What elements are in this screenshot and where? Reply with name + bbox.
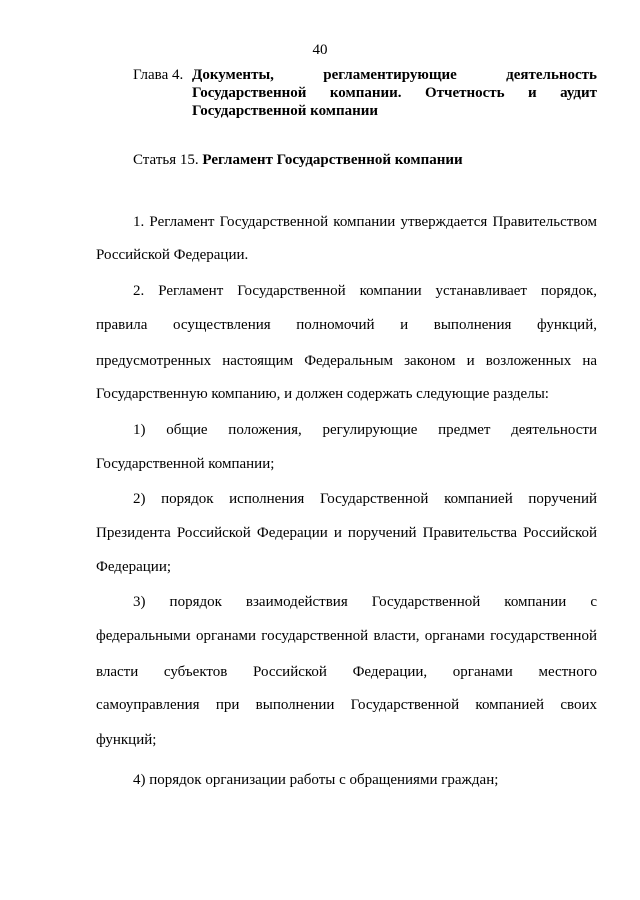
paragraph-line: Российской Федерации. — [96, 247, 249, 263]
paragraph-line: 2) порядок исполнения Государственной компанией поручений — [133, 491, 597, 507]
page-number: 40 — [312, 42, 328, 58]
chapter-label: Глава 4. — [133, 67, 184, 83]
paragraph-line: Федерации; — [96, 559, 172, 575]
paragraph-line: 2. Регламент Государственной компании устанавливает порядок, — [133, 283, 597, 299]
paragraph-line: 1) общие положения, регулирующие предмет деятельности — [133, 422, 597, 438]
chapter-title-line: Государственной компании — [192, 103, 379, 119]
paragraph-line: предусмотренных настоящим Федеральным законом и возложенных на — [96, 353, 597, 369]
paragraph-line: правила осуществления полномочий и выполнения функций, — [96, 317, 597, 333]
paragraph-line: 3) порядок взаимодействия Государственной компании с — [133, 594, 597, 610]
paragraph-line: 1. Регламент Государственной компании утверждается Правительством — [133, 214, 597, 230]
paragraph-line: 4) порядок организации работы с обращениями граждан; — [133, 772, 499, 788]
paragraph-line: функций; — [96, 732, 157, 748]
paragraph-line: самоуправления при выполнении Государственной компанией своих — [96, 697, 597, 713]
chapter-title-line: Государственной компании. Отчетность и аудит — [192, 85, 597, 101]
article-heading: Статья 15. Регламент Государственной компании — [133, 152, 463, 168]
chapter-title-line: Документы, регламентирующие деятельность — [192, 67, 597, 83]
paragraph-line: Государственной компании; — [96, 456, 275, 472]
paragraph-line: Президента Российской Федерации и поручений Правительства Российской — [96, 525, 597, 541]
paragraph-line: Государственную компанию, и должен содержать следующие разделы: — [96, 386, 549, 402]
paragraph-line: власти субъектов Российской Федерации, органами местного — [96, 664, 597, 680]
paragraph-line: федеральными органами государственной власти, органами государственной — [96, 628, 597, 644]
